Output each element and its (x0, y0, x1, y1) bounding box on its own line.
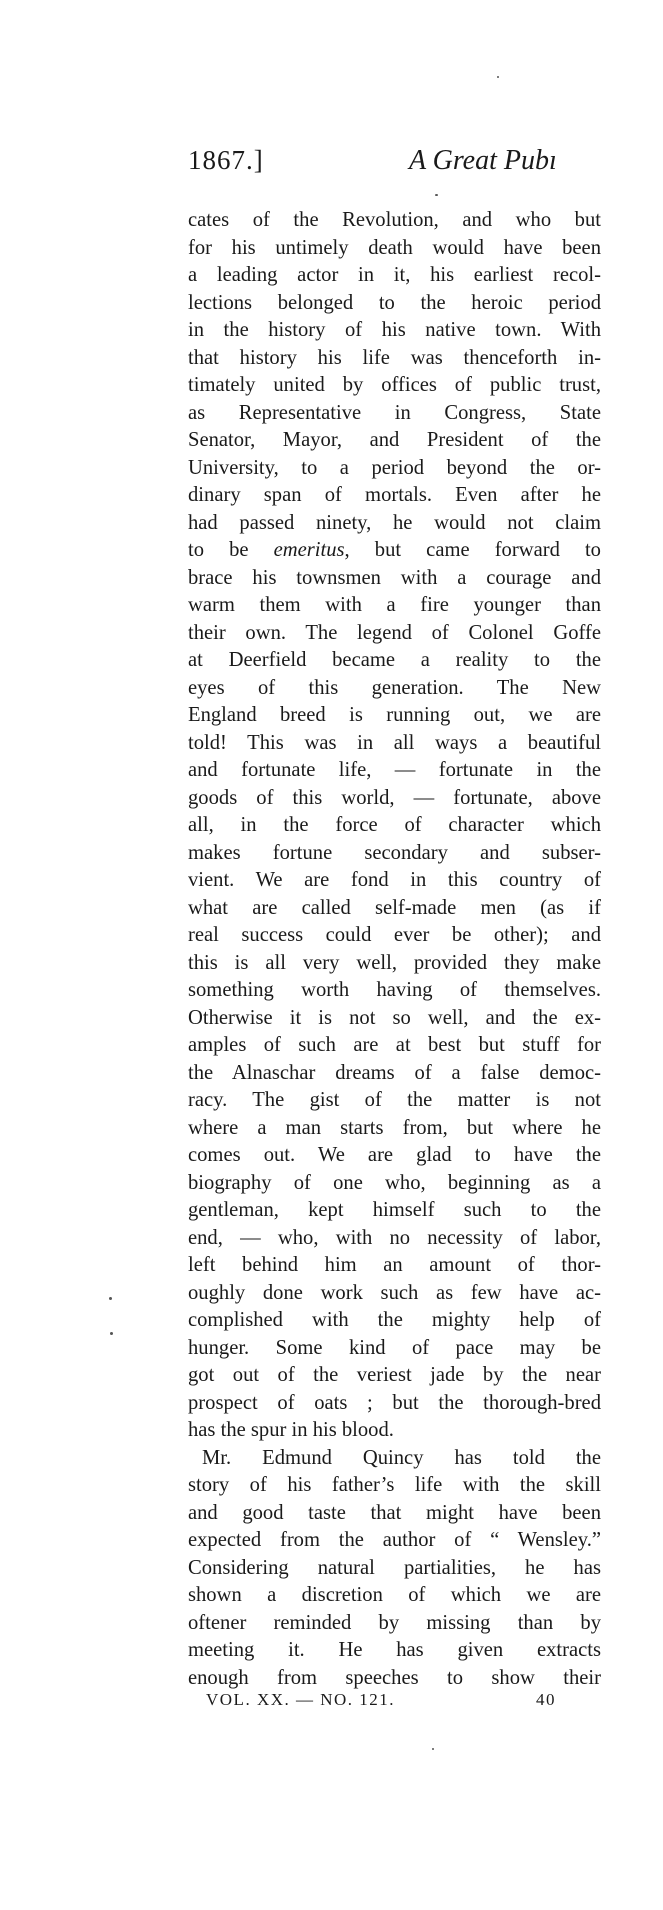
text-line: timately united by offices of public trust, (188, 374, 601, 396)
text-line: University, to a period beyond the or- (188, 456, 601, 479)
scan-speck (432, 1748, 434, 1750)
text-line: left behind him an amount of thor- (188, 1254, 601, 1276)
text-line: Senator, Mayor, and President of the (188, 429, 601, 451)
text-line: something worth having of themselves. (188, 979, 601, 1001)
text-line: comes out. We are glad to have the (188, 1144, 601, 1166)
text-line: a leading actor in it, his earliest recol- (188, 264, 601, 286)
text-line: oftener reminded by missing than by (188, 1611, 601, 1634)
text-line: and good taste that might have been (188, 1501, 601, 1524)
text-line: lections belonged to the heroic period (188, 291, 601, 314)
running-head (188, 145, 663, 185)
body-text (188, 207, 601, 1692)
text-line: Considering natural partialities, he has (188, 1556, 601, 1579)
text-line: as Representative in Congress, State (188, 401, 601, 424)
text-line: at Deerfield became a reality to the (188, 649, 601, 671)
text-line: cates of the Revolution, and who but (188, 209, 601, 231)
running-head-year: 1867.] (188, 145, 264, 175)
volume-signature: VOL. XX. — NO. 121. (206, 1690, 396, 1709)
text-line: vient. We are fond in this country of (188, 869, 601, 891)
text-line: all, in the force of character which (188, 814, 601, 836)
text-line: for his untimely death would have been (188, 236, 601, 259)
text-line: that history his life was thenceforth in- (188, 346, 601, 369)
text-line: amples of such are at best but stuff for (188, 1034, 601, 1056)
text-line: to be emeritus, but came forward to (188, 539, 601, 561)
text-line: meeting it. He has given extracts (188, 1639, 601, 1661)
text-line: biography of one who, beginning as a (188, 1171, 601, 1194)
text-line: told! This was in all ways a beautiful (188, 731, 601, 754)
text-line: hunger. Some kind of pace may be (188, 1336, 601, 1359)
text-line: dinary span of mortals. Even after he (188, 484, 601, 506)
text-line: their own. The legend of Colonel Goffe (188, 621, 601, 644)
folio-number: 40 (536, 1690, 556, 1709)
text-line: where a man starts from, but where he (188, 1116, 601, 1139)
text-line: expected from the author of “ Wensley.” (188, 1529, 601, 1551)
italic-word: emeritus (273, 539, 345, 561)
text-line: what are called self-made men (as if (188, 896, 601, 919)
page-footer (206, 1690, 566, 1720)
text-line: warm them with a fire younger than (188, 594, 601, 616)
text-line-paragraph-start: Mr. Edmund Quincy has told the (202, 1446, 601, 1469)
text-line: in the history of his native town. With (188, 319, 601, 341)
scan-speck (109, 1297, 112, 1300)
text-line: prospect of oats ; but the thorough-bred (188, 1391, 601, 1414)
text-line: and fortunate life, — fortunate in the (188, 759, 601, 781)
text-line: oughly done work such as few have ac- (188, 1281, 601, 1304)
text-line: enough from speeches to show their (188, 1666, 601, 1689)
text-line: complished with the mighty help of (188, 1309, 601, 1331)
scan-speck (497, 76, 499, 78)
text-line: real success could ever be other); and (188, 924, 601, 946)
text-line: had passed ninety, he would not claim (188, 511, 601, 534)
text-line-paragraph-end: has the spur in his blood. (188, 1419, 394, 1441)
running-head-title: A Great Pubı (409, 145, 557, 176)
text-line: brace his townsmen with a courage and (188, 566, 601, 589)
text-line: shown a discretion of which we are (188, 1584, 601, 1606)
scan-speck (435, 194, 438, 196)
text-line: England breed is running out, we are (188, 704, 601, 726)
text-line: goods of this world, — fortunate, above (188, 786, 601, 809)
text-line: this is all very well, provided they make (188, 951, 601, 974)
text-line: Otherwise it is not so well, and the ex- (188, 1006, 601, 1029)
text-line: got out of the veriest jade by the near (188, 1364, 601, 1386)
text-line: racy. The gist of the matter is not (188, 1089, 601, 1111)
text-line: gentleman, kept himself such to the (188, 1199, 601, 1221)
text-line: story of his father’s life with the skill (188, 1474, 601, 1496)
text-line: makes fortune secondary and subser- (188, 841, 601, 864)
text-line: eyes of this generation. The New (188, 676, 601, 699)
text-line: end, — who, with no necessity of labor, (188, 1226, 601, 1249)
text-line: the Alnaschar dreams of a false democ- (188, 1061, 601, 1084)
scan-speck (110, 1332, 113, 1335)
